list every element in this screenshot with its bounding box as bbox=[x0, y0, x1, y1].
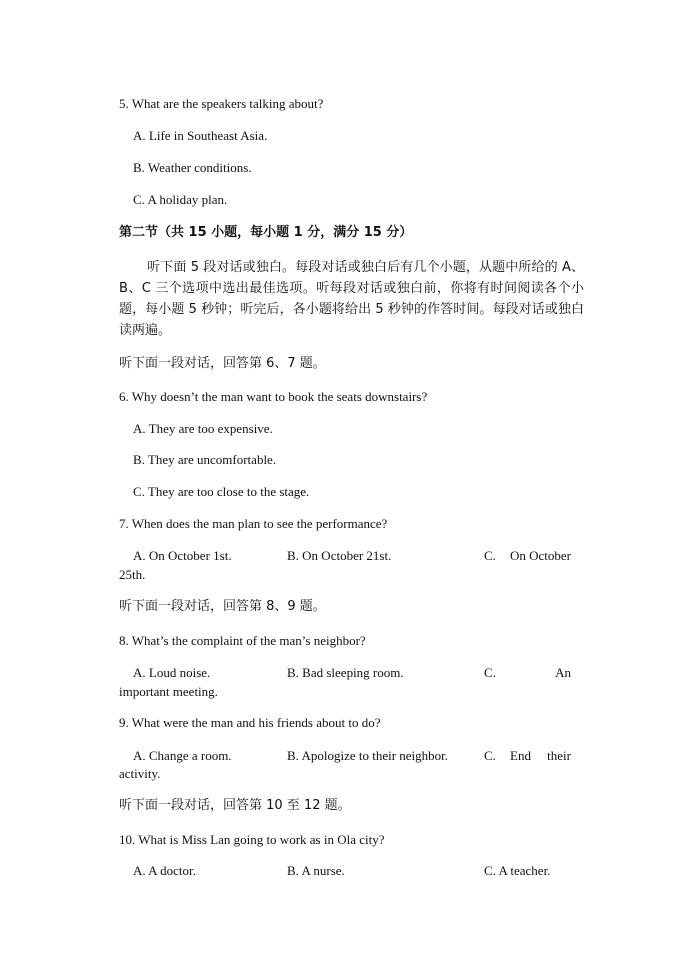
question-5-option-a: A. Life in Southeast Asia. bbox=[133, 128, 268, 143]
question-7-option-a: A. On October 1st. bbox=[133, 548, 232, 563]
question-6-option-b: B. They are uncomfortable. bbox=[133, 452, 277, 467]
question-8-option-a: A. Loud noise. bbox=[133, 665, 211, 680]
question-10-option-a: A. A doctor. bbox=[133, 863, 196, 878]
question-8-option-c-letter: C. bbox=[484, 665, 496, 680]
question-9-options-row bbox=[133, 747, 571, 765]
question-7-option-c-wrap: 25th. bbox=[119, 567, 146, 582]
question-9-option-b: B. Apologize to their neighbor. bbox=[287, 748, 449, 763]
question-5-option-b: B. Weather conditions. bbox=[133, 160, 252, 175]
question-9-option-c-word1: End bbox=[510, 748, 531, 763]
question-9-option-c-word2: their bbox=[547, 748, 571, 763]
question-5-option-c: C. A holiday plan. bbox=[133, 192, 228, 207]
question-9-option-c-wrap: activity. bbox=[119, 766, 161, 781]
question-7-option-c-word2: October bbox=[529, 548, 571, 563]
question-10-options-row bbox=[133, 862, 571, 880]
question-7-option-b: B. On October 21st. bbox=[287, 548, 392, 563]
question-5-stem: 5. What are the speakers talking about? bbox=[119, 96, 324, 111]
section-heading: 第二节（共 15 小题，每小题 1 分，满分 15 分） bbox=[119, 225, 413, 240]
listening-prompt-8-9: 听下面一段对话，回答第 8、9 题。 bbox=[119, 599, 326, 614]
question-7-options-row bbox=[133, 547, 571, 565]
section-instructions-text: 听下面 5 段对话或独白。每段对话或独白后有几个小题，从题中所给的 A、B、C 三个选项中选出最佳选项。听每段对话或独白前，你将有时间阅读各个小题，每小题 5 秒钟；听完后，各小题将给出 5 秒钟的作答时间。每段对话或独白读两遍。 bbox=[119, 260, 584, 338]
question-8-stem: 8. What’s the complaint of the man’s neighbor? bbox=[119, 633, 366, 648]
question-7-option-c-word1: On bbox=[510, 548, 526, 563]
question-8-option-c-wrap: important meeting. bbox=[119, 684, 218, 699]
listening-prompt-10-12: 听下面一段对话，回答第 10 至 12 题。 bbox=[119, 798, 351, 813]
question-10-option-c: C. A teacher. bbox=[484, 863, 551, 878]
listening-prompt-6-7: 听下面一段对话，回答第 6、7 题。 bbox=[119, 356, 326, 371]
question-8-option-c-word1: An bbox=[555, 665, 571, 680]
question-7-option-c-letter: C. bbox=[484, 548, 496, 563]
question-9-option-a: A. Change a room. bbox=[133, 748, 232, 763]
question-6-option-a: A. They are too expensive. bbox=[133, 421, 273, 436]
question-9-stem: 9. What were the man and his friends about to do? bbox=[119, 715, 381, 730]
question-10-option-b: B. A nurse. bbox=[287, 863, 345, 878]
question-8-option-b: B. Bad sleeping room. bbox=[287, 665, 404, 680]
question-7-stem: 7. When does the man plan to see the performance? bbox=[119, 516, 388, 531]
question-8-options-row bbox=[133, 664, 571, 682]
question-6-stem: 6. Why doesn’t the man want to book the seats downstairs? bbox=[119, 389, 428, 404]
question-6-option-c: C. They are too close to the stage. bbox=[133, 484, 310, 499]
section-instructions bbox=[119, 257, 584, 341]
question-9-option-c-letter: C. bbox=[484, 748, 496, 763]
question-10-stem: 10. What is Miss Lan going to work as in Ola city? bbox=[119, 832, 385, 847]
